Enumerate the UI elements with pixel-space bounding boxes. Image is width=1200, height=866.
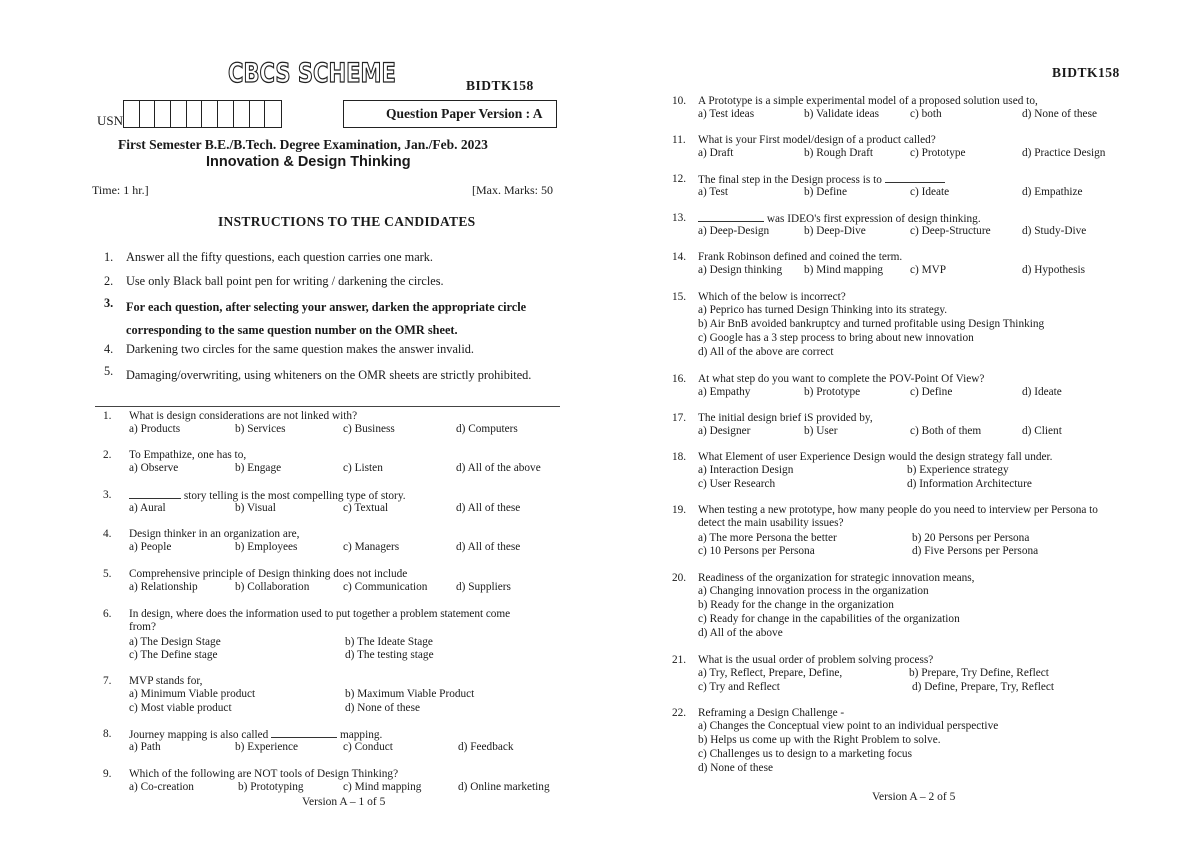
answer-blank [698,212,764,222]
usn-label: USN [97,113,124,128]
answer-blank [129,489,181,499]
subject-code: BIDTK158 [1052,65,1120,80]
time-limit: Time: 1 hr.] [92,183,149,197]
page-footer: Version A – 2 of 5 [872,791,956,803]
max-marks: [Max. Marks: 50 [472,183,553,197]
subject-code: BIDTK158 [466,78,534,93]
usn-box [218,101,234,127]
usn-box [124,101,140,127]
page-1: CBCS SCHEME BIDTK158 USN Question Paper Version : A First Semester B.E./B.Tech. Degree Examination, Jan./Feb. 2023 Innovation & Design Thinking Time: 1 hr.] [Max. Marks: 50 INSTRUCTIONS TO THE CANDIDATES 1. Answer all the fifty questions, each question carries one mark. 2. Use only Black ball point pen for writing / darkening the circles. 3. For each question, after selecting your answer, darken the appropriate circle corresponding to the same question number on the OMR sheet. 4. Darkening two circles for the same question makes the answer invalid. 5. Damaging/overwriting, using whiteners on the OMR sheets are strictly prohibited. 1. What is design considerations are not linked with? a) Products b) Services c) Business d) Computers 2. To Empathize, one has to, a) Observe b) Engage c) Listen d) All of the above 3. story telling is the most compelling type of story. a) Aural b) Visual c) Textual d) All of these 4. Design thinker in an organization are, a) People b) Employees c) Managers d) All of these 5. Comprehensive principle of Design thinking does not include a) Relationship b) Collaboration c) Communication d) Suppliers 6. In design, where does the information used to put together a problem statement come from? a) The Design Stage b) The Ideate Stage c) The Define stage d) The testing stage 7. MVP stands for, a) Minimum Viable product b) Maximum Viable Product c) Most viable product d) None of these 8. Journey mapping is also called mapping. a) Path b) Experience c) Conduct d) Feedback 9. Which of the following are NOT tools of Design Thinking? a) Co-creation b) Prototyping c) Mind mapping d) Online marketing Version A – 1 of 5 [0,0,600,866]
scheme-title: CBCS SCHEME [228,58,396,89]
usn-box [265,101,281,127]
instructions-title: INSTRUCTIONS TO THE CANDIDATES [218,214,476,229]
page-2: BIDTK158 10. A Prototype is a simple experimental model of a proposed solution used to, a) Test ideas b) Validate ideas c) both d) None of these 11. What is your First model/design of a product called? a) Draft b) Rough Draft c) Prototype d) Practice Design 12. The final step in the Design process is to a) Test b) Define c) Ideate d) Empathize 13. was IDEO's first expression of design thinking. a) Deep-Design b) Deep-Dive c) Deep-Structure d) Study-Dive 14. Frank Robinson defined and coined the term. a) Design thinking b) Mind mapping c) MVP d) Hypothesis 15. Which of the below is incorrect? a) Peprico has turned Design Thinking into its strategy. b) Air BnB avoided bankruptcy and turned profitable using Design Thinking c) Google has a 3 step process to bring about new innovation d) All of the above are correct 16. At what step do you want to complete the POV-Point Of View? a) Empathy b) Prototype c) Define d) Ideate 17. The initial design brief iS provided by, a) Designer b) User c) Both of them d) Client 18. What Element of user Experience Design would the design strategy fall under. a) Interaction Design b) Experience strategy c) User Research d) Information Architecture 19. When testing a new prototype, how many people do you need to interview per Persona to detect the main usability issues? a) The more Persona the better b) 20 Persons per Persona c) 10 Persons per Persona d) Five Persons per Persona 20. Readiness of the organization for strategic innovation means, a) Changing innovation process in the organization b) Ready for the change in the organization c) Ready for change in the capabilities of the organization d) All of the above 21. What is the usual order of problem solving process? a) Try, Reflect, Prepare, Define, b) Prepare, Try Define, Reflect c) Try and Reflect d) Define, Prepare, Try, Reflect 22. Reframing a Design Challenge - a) Changes the Conceptual view point to an individual perspective b) Helps us come up with the Right Problem to solve. c) Challenges us to design to a marketing focus d) None of these Version A – 2 of 5 [672,65,1120,803]
usn-box [140,101,156,127]
answer-blank [271,728,337,738]
usn-box [234,101,250,127]
page-footer: Version A – 1 of 5 [302,796,386,808]
subject-title: Innovation & Design Thinking [206,154,411,170]
exam-title: First Semester B.E./B.Tech. Degree Examination, Jan./Feb. 2023 [118,137,488,152]
divider [95,406,560,407]
usn-box [171,101,187,127]
answer-blank [885,173,945,183]
usn-box [187,101,203,127]
usn-box [202,101,218,127]
usn-box [155,101,171,127]
usn-boxes [123,100,282,128]
question-paper-version: Question Paper Version : A [343,100,557,128]
usn-box [250,101,266,127]
